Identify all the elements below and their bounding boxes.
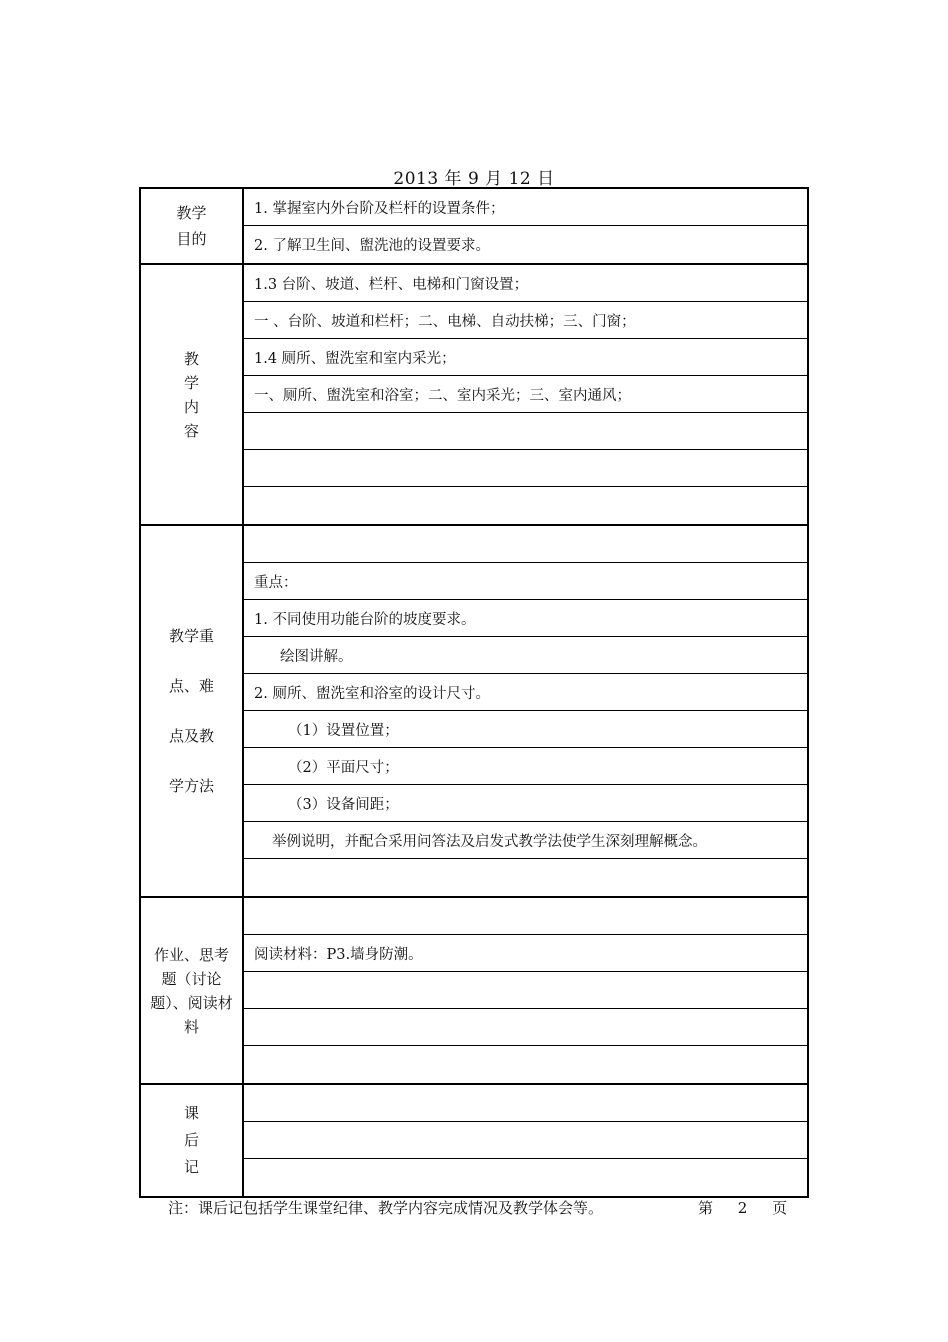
table-row [244,1122,807,1159]
section-label-key-points [141,526,244,896]
lesson-plan-table [139,187,809,1198]
section-label-purpose [141,189,244,263]
label-line: 教学重 [168,627,214,645]
label-line: 记 [183,1158,199,1176]
table-row [244,898,807,935]
table-row [244,1085,807,1122]
section-label-homework [141,898,244,1083]
table-row [244,1159,807,1196]
footer-note: 注：课后记包括学生课堂纪律、教学内容完成情况及教学体会等。 [168,1199,604,1217]
table-row: 绘图讲解。 [244,637,807,674]
label-line: 点及教 [168,727,214,745]
page-number: 第 2 页 [698,1199,798,1217]
table-row [244,1046,807,1083]
table-row [244,526,807,563]
section-teaching-content [141,265,807,526]
label-line: 作业、思考 [153,945,229,964]
table-row: （3）设备间距； [244,785,807,822]
table-row [244,972,807,1009]
table-row: 1. 掌握室内外台阶及栏杆的设置条件； [244,189,807,226]
table-row: 一 、台阶、坡道和栏杆；二、电梯、自动扶梯；三、门窗； [244,302,807,339]
label-line: 后 [183,1131,199,1149]
table-row: 举例说明，并配合采用问答法及启发式教学法使学生深刻理解概念。 [244,822,807,859]
section-after-class-notes [141,1085,807,1196]
label-line: 教 [183,349,199,368]
table-row: 2. 厕所、盥洗室和浴室的设计尺寸。 [244,674,807,711]
label-line: 题）、阅读材 [150,993,233,1012]
table-row: 1. 不同使用功能台阶的坡度要求。 [244,600,807,637]
table-row: 一、厕所、盥洗室和浴室；二、室内采光；三、室内通风； [244,376,807,413]
table-row: 重点： [244,563,807,600]
table-row: 2. 了解卫生间、盥洗池的设置要求。 [254,238,490,254]
table-row [244,859,807,896]
table-row: 1.3 台阶、坡道、栏杆、电梯和门窗设置； [244,265,807,302]
label-line: 点、难 [168,677,214,695]
table-row: 阅读材料：P3.墙身防潮。 [244,935,807,972]
table-row: （2）平面尺寸； [244,748,807,785]
table-row: 1.4 厕所、盥洗室和室内采光； [244,339,807,376]
label-line: 料 [183,1017,199,1036]
section-label-after-class [141,1085,244,1196]
table-row [244,1009,807,1046]
label-line: 课 [183,1104,199,1122]
section-homework [141,898,807,1085]
label-line: 学方法 [168,777,214,795]
label-line: 题（讨论 [161,969,222,988]
table-row [244,450,807,487]
lesson-date: 2013 年 9 月 12 日 [393,169,555,189]
label-line: 内 [183,397,199,416]
table-row [244,413,807,450]
section-key-points-methods [141,526,807,898]
label-line: 教学 [176,204,207,222]
label-line: 容 [183,421,199,440]
label-line: 学 [183,373,199,392]
table-row [244,487,807,524]
section-teaching-purpose [141,189,807,265]
label-line: 目的 [176,230,207,248]
table-row: （1）设置位置； [244,711,807,748]
section-label-content [141,265,244,524]
